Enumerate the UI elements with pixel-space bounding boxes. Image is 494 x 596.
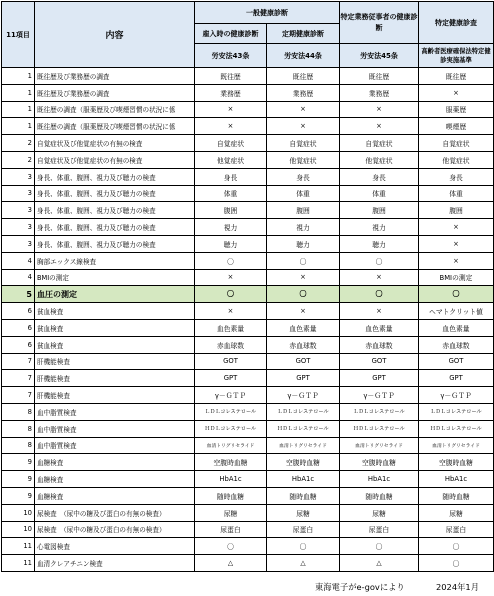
row-number: 7 (2, 387, 35, 404)
row-number: 3 (2, 168, 35, 185)
row-number: 2 (2, 135, 35, 152)
cell-hire-exam: ＨＤＬコレステロール (195, 420, 267, 437)
row-number: 8 (2, 437, 35, 454)
row-number: 1 (2, 101, 35, 118)
row-item: 身長、体重、腹囲、視力及び聴力の検査 (35, 168, 195, 185)
cell-regular-exam: 血清トリグリセライド (267, 437, 340, 454)
row-number: 9 (2, 487, 35, 504)
row-number: 3 (2, 202, 35, 219)
cell-hire-exam: 既往歴 (195, 68, 267, 85)
row-number: 1 (2, 84, 35, 101)
cell-special-worker-exam: GPT (340, 370, 419, 387)
row-number: 6 (2, 336, 35, 353)
cell-special-checkup: HbA1c (419, 471, 494, 488)
header-content: 内容 (35, 2, 195, 68)
cell-special-checkup: GOT (419, 353, 494, 370)
table-row (2, 303, 494, 320)
table-row (2, 336, 494, 353)
cell-special-checkup: GPT (419, 370, 494, 387)
cell-special-checkup: 腹囲 (419, 202, 494, 219)
header-law-regular: 労安法44条 (267, 44, 340, 68)
cell-special-worker-exam: × (340, 303, 419, 320)
table-row (2, 504, 494, 521)
row-item: 貧血検査 (35, 336, 195, 353)
table-row (2, 269, 494, 286)
row-item: 血糖検査 (35, 471, 195, 488)
cell-hire-exam: 随時血糖 (195, 487, 267, 504)
cell-special-checkup: 身長 (419, 168, 494, 185)
table-row (2, 101, 494, 118)
cell-hire-exam: 尿糖 (195, 504, 267, 521)
row-item: 血中脂質検査 (35, 403, 195, 420)
table-row (2, 420, 494, 437)
header-item-number: 11項目 (2, 2, 35, 68)
cell-special-checkup: 体重 (419, 185, 494, 202)
cell-hire-exam: 体重 (195, 185, 267, 202)
cell-regular-exam: 〇 (267, 538, 340, 555)
cell-regular-exam: △ (267, 555, 340, 572)
cell-special-checkup: 尿糖 (419, 504, 494, 521)
table-row (2, 252, 494, 269)
row-item: 貧血検査 (35, 303, 195, 320)
cell-regular-exam: GOT (267, 353, 340, 370)
cell-special-checkup: 血色素量 (419, 319, 494, 336)
table-row (2, 219, 494, 236)
table-row (2, 151, 494, 168)
header-regular-exam: 定期健康診断 (267, 24, 340, 44)
row-item: 尿検査 （尿中の糖及び蛋白の有無の検査） (35, 504, 195, 521)
cell-special-worker-exam: 他覚症状 (340, 151, 419, 168)
cell-special-checkup: × (419, 252, 494, 269)
table-row (2, 353, 494, 370)
row-number: 3 (2, 219, 35, 236)
cell-hire-exam: 他覚症状 (195, 151, 267, 168)
cell-special-worker-exam: 腹囲 (340, 202, 419, 219)
row-item: 自覚症状及び他覚症状の有無の検査 (35, 135, 195, 152)
table-row (2, 387, 494, 404)
cell-regular-exam: 聴力 (267, 235, 340, 252)
cell-special-worker-exam: 血清トリグリセライド (340, 437, 419, 454)
cell-hire-exam: 視力 (195, 219, 267, 236)
cell-special-checkup: 随時血糖 (419, 487, 494, 504)
cell-hire-exam: 聴力 (195, 235, 267, 252)
row-item: 胸部エックス線検査 (35, 252, 195, 269)
cell-regular-exam: 視力 (267, 219, 340, 236)
cell-hire-exam: 〇 (195, 286, 267, 303)
cell-special-worker-exam: HbA1c (340, 471, 419, 488)
cell-hire-exam: GOT (195, 353, 267, 370)
cell-regular-exam: 尿蛋白 (267, 521, 340, 538)
cell-special-worker-exam: γ－ＧＴＰ (340, 387, 419, 404)
cell-special-worker-exam: △ (340, 555, 419, 572)
cell-special-worker-exam: 体重 (340, 185, 419, 202)
cell-hire-exam: × (195, 101, 267, 118)
table-row (2, 286, 494, 303)
cell-special-worker-exam: 〇 (340, 252, 419, 269)
cell-regular-exam: 体重 (267, 185, 340, 202)
row-number: 2 (2, 151, 35, 168)
table-row (2, 471, 494, 488)
cell-special-worker-exam: 血色素量 (340, 319, 419, 336)
header-law-special-worker: 労安法45条 (340, 44, 419, 68)
row-item: 心電図検査 (35, 538, 195, 555)
cell-regular-exam: GPT (267, 370, 340, 387)
cell-special-checkup: × (419, 219, 494, 236)
cell-special-worker-exam: × (340, 101, 419, 118)
cell-regular-exam: 業務歴 (267, 84, 340, 101)
cell-special-worker-exam: ＨＤＬコレステロール (340, 420, 419, 437)
row-number: 9 (2, 471, 35, 488)
row-item: 血中脂質検査 (35, 420, 195, 437)
table-row (2, 235, 494, 252)
cell-special-worker-exam: × (340, 269, 419, 286)
row-number: 1 (2, 68, 35, 85)
cell-regular-exam: 空腹時血糖 (267, 454, 340, 471)
header-special-worker-exam: 特定業務従事者の健康診断 (340, 2, 419, 44)
cell-regular-exam: ＨＤＬコレステロール (267, 420, 340, 437)
cell-special-checkup: 空腹時血糖 (419, 454, 494, 471)
cell-special-worker-exam: 尿蛋白 (340, 521, 419, 538)
cell-regular-exam: 〇 (267, 286, 340, 303)
row-number: 7 (2, 370, 35, 387)
table-row (2, 521, 494, 538)
cell-hire-exam: 自覚症状 (195, 135, 267, 152)
footer-date: 2024年1月 (436, 582, 479, 592)
cell-special-worker-exam: 聴力 (340, 235, 419, 252)
header-law-checkup: 高齢者医療確保法特定健診実施基準 (419, 44, 494, 68)
row-number: 1 (2, 118, 35, 135)
cell-regular-exam: 血色素量 (267, 319, 340, 336)
row-item: 既往歴及び業務歴の調査 (35, 84, 195, 101)
cell-regular-exam: ＬＤＬコレステロール (267, 403, 340, 420)
row-number: 3 (2, 185, 35, 202)
cell-hire-exam: GPT (195, 370, 267, 387)
cell-regular-exam: 〇 (267, 252, 340, 269)
row-item: 血清クレアチニン検査 (35, 555, 195, 572)
table-row (2, 403, 494, 420)
cell-hire-exam: △ (195, 555, 267, 572)
row-item: 自覚症状及び他覚症状の有無の検査 (35, 151, 195, 168)
row-item: 身長、体重、腹囲、視力及び聴力の検査 (35, 185, 195, 202)
row-item: 貧血検査 (35, 319, 195, 336)
cell-special-worker-exam: 身長 (340, 168, 419, 185)
row-item: 既往歴の調査（服薬歴及び喫煙習慣の状況に係 (35, 118, 195, 135)
table-body (2, 68, 494, 572)
cell-special-checkup: 〇 (419, 555, 494, 572)
cell-special-checkup: 赤血球数 (419, 336, 494, 353)
header-hire-exam: 雇入時の健康診断 (195, 24, 267, 44)
row-number: 4 (2, 269, 35, 286)
cell-hire-exam: γ－ＧＴＰ (195, 387, 267, 404)
cell-regular-exam: 既往歴 (267, 68, 340, 85)
cell-special-worker-exam: 〇 (340, 538, 419, 555)
cell-special-checkup: ＨＤＬコレステロール (419, 420, 494, 437)
header-law-hire: 労安法43条 (195, 44, 267, 68)
cell-hire-exam: 業務歴 (195, 84, 267, 101)
cell-special-worker-exam: 尿糖 (340, 504, 419, 521)
row-item: 身長、体重、腹囲、視力及び聴力の検査 (35, 202, 195, 219)
row-number: 7 (2, 353, 35, 370)
row-number: 10 (2, 521, 35, 538)
cell-regular-exam: 腹囲 (267, 202, 340, 219)
cell-regular-exam: 他覚症状 (267, 151, 340, 168)
cell-regular-exam: 自覚症状 (267, 135, 340, 152)
cell-hire-exam: × (195, 269, 267, 286)
cell-special-checkup: 尿蛋白 (419, 521, 494, 538)
cell-hire-exam: 血清トリグリセライド (195, 437, 267, 454)
row-item: 血糖検査 (35, 454, 195, 471)
cell-special-checkup: ＬＤＬコレステロール (419, 403, 494, 420)
exam-comparison-table (1, 1, 494, 572)
cell-special-worker-exam: × (340, 118, 419, 135)
cell-special-worker-exam: 空腹時血糖 (340, 454, 419, 471)
cell-special-worker-exam: 赤血球数 (340, 336, 419, 353)
cell-regular-exam: 尿糖 (267, 504, 340, 521)
cell-special-checkup: 血清トリグリセライド (419, 437, 494, 454)
cell-special-checkup: 自覚症状 (419, 135, 494, 152)
cell-special-checkup: × (419, 235, 494, 252)
cell-regular-exam: × (267, 269, 340, 286)
header-special-checkup: 特定健康診査 (419, 2, 494, 44)
row-item: 血圧の測定 (35, 286, 195, 303)
cell-special-worker-exam: 業務歴 (340, 84, 419, 101)
cell-special-checkup: 〇 (419, 538, 494, 555)
cell-regular-exam: γ－ＧＴＰ (267, 387, 340, 404)
table-row (2, 370, 494, 387)
row-item: 既往歴及び業務歴の調査 (35, 68, 195, 85)
row-number: 6 (2, 319, 35, 336)
header-general-exam: 一般健康診断 (195, 2, 340, 24)
cell-special-worker-exam: GOT (340, 353, 419, 370)
cell-special-checkup: 他覚症状 (419, 151, 494, 168)
cell-regular-exam: 赤血球数 (267, 336, 340, 353)
cell-special-checkup: 既往歴 (419, 68, 494, 85)
cell-regular-exam: × (267, 118, 340, 135)
row-number: 9 (2, 454, 35, 471)
row-item: 肝機能検査 (35, 387, 195, 404)
row-number: 8 (2, 403, 35, 420)
row-item: BMIの測定 (35, 269, 195, 286)
table-header (2, 2, 494, 68)
table-row (2, 118, 494, 135)
cell-regular-exam: 随時血糖 (267, 487, 340, 504)
table-row (2, 538, 494, 555)
table-row (2, 68, 494, 85)
row-number: 10 (2, 504, 35, 521)
table-row (2, 487, 494, 504)
cell-special-worker-exam: 既往歴 (340, 68, 419, 85)
row-item: 既往歴の調査（服薬歴及び喫煙習慣の状況に係 (35, 101, 195, 118)
table-row (2, 555, 494, 572)
cell-hire-exam: 空腹時血糖 (195, 454, 267, 471)
cell-hire-exam: 赤血球数 (195, 336, 267, 353)
cell-hire-exam: HbA1c (195, 471, 267, 488)
cell-hire-exam: 血色素量 (195, 319, 267, 336)
cell-special-checkup: × (419, 84, 494, 101)
cell-special-checkup: 喫煙歴 (419, 118, 494, 135)
table-row (2, 437, 494, 454)
cell-regular-exam: HbA1c (267, 471, 340, 488)
row-item: 身長、体重、腹囲、視力及び聴力の検査 (35, 235, 195, 252)
row-item: 肝機能検査 (35, 353, 195, 370)
table-row (2, 202, 494, 219)
row-number: 11 (2, 538, 35, 555)
cell-hire-exam: × (195, 303, 267, 320)
cell-special-checkup: 服薬歴 (419, 101, 494, 118)
row-item: 肝機能検査 (35, 370, 195, 387)
row-item: 血中脂質検査 (35, 437, 195, 454)
cell-special-worker-exam: ＬＤＬコレステロール (340, 403, 419, 420)
cell-hire-exam: 身長 (195, 168, 267, 185)
row-item: 身長、体重、腹囲、視力及び聴力の検査 (35, 219, 195, 236)
row-number: 11 (2, 555, 35, 572)
row-item: 尿検査 （尿中の糖及び蛋白の有無の検査） (35, 521, 195, 538)
table-row (2, 185, 494, 202)
cell-special-checkup: BMIの測定 (419, 269, 494, 286)
cell-hire-exam: 腹囲 (195, 202, 267, 219)
cell-hire-exam: ＬＤＬコレステロール (195, 403, 267, 420)
cell-special-checkup: γ－ＧＴＰ (419, 387, 494, 404)
cell-regular-exam: × (267, 101, 340, 118)
row-number: 3 (2, 235, 35, 252)
cell-special-checkup: 〇 (419, 286, 494, 303)
table-row (2, 168, 494, 185)
cell-special-worker-exam: 自覚症状 (340, 135, 419, 152)
table-row (2, 135, 494, 152)
cell-special-worker-exam: 〇 (340, 286, 419, 303)
cell-hire-exam: 〇 (195, 252, 267, 269)
footer-source: 東海電子がe-govにより (315, 582, 405, 592)
cell-regular-exam: 身長 (267, 168, 340, 185)
cell-hire-exam: 〇 (195, 538, 267, 555)
cell-hire-exam: 尿蛋白 (195, 521, 267, 538)
cell-regular-exam: × (267, 303, 340, 320)
cell-special-worker-exam: 視力 (340, 219, 419, 236)
row-number: 6 (2, 303, 35, 320)
cell-special-worker-exam: 随時血糖 (340, 487, 419, 504)
cell-special-checkup: ヘマトクリット値 (419, 303, 494, 320)
row-number: 8 (2, 420, 35, 437)
table-row (2, 454, 494, 471)
row-item: 血糖検査 (35, 487, 195, 504)
row-number: 4 (2, 252, 35, 269)
table-row (2, 319, 494, 336)
cell-hire-exam: × (195, 118, 267, 135)
row-number: 5 (2, 286, 35, 303)
table-row (2, 84, 494, 101)
